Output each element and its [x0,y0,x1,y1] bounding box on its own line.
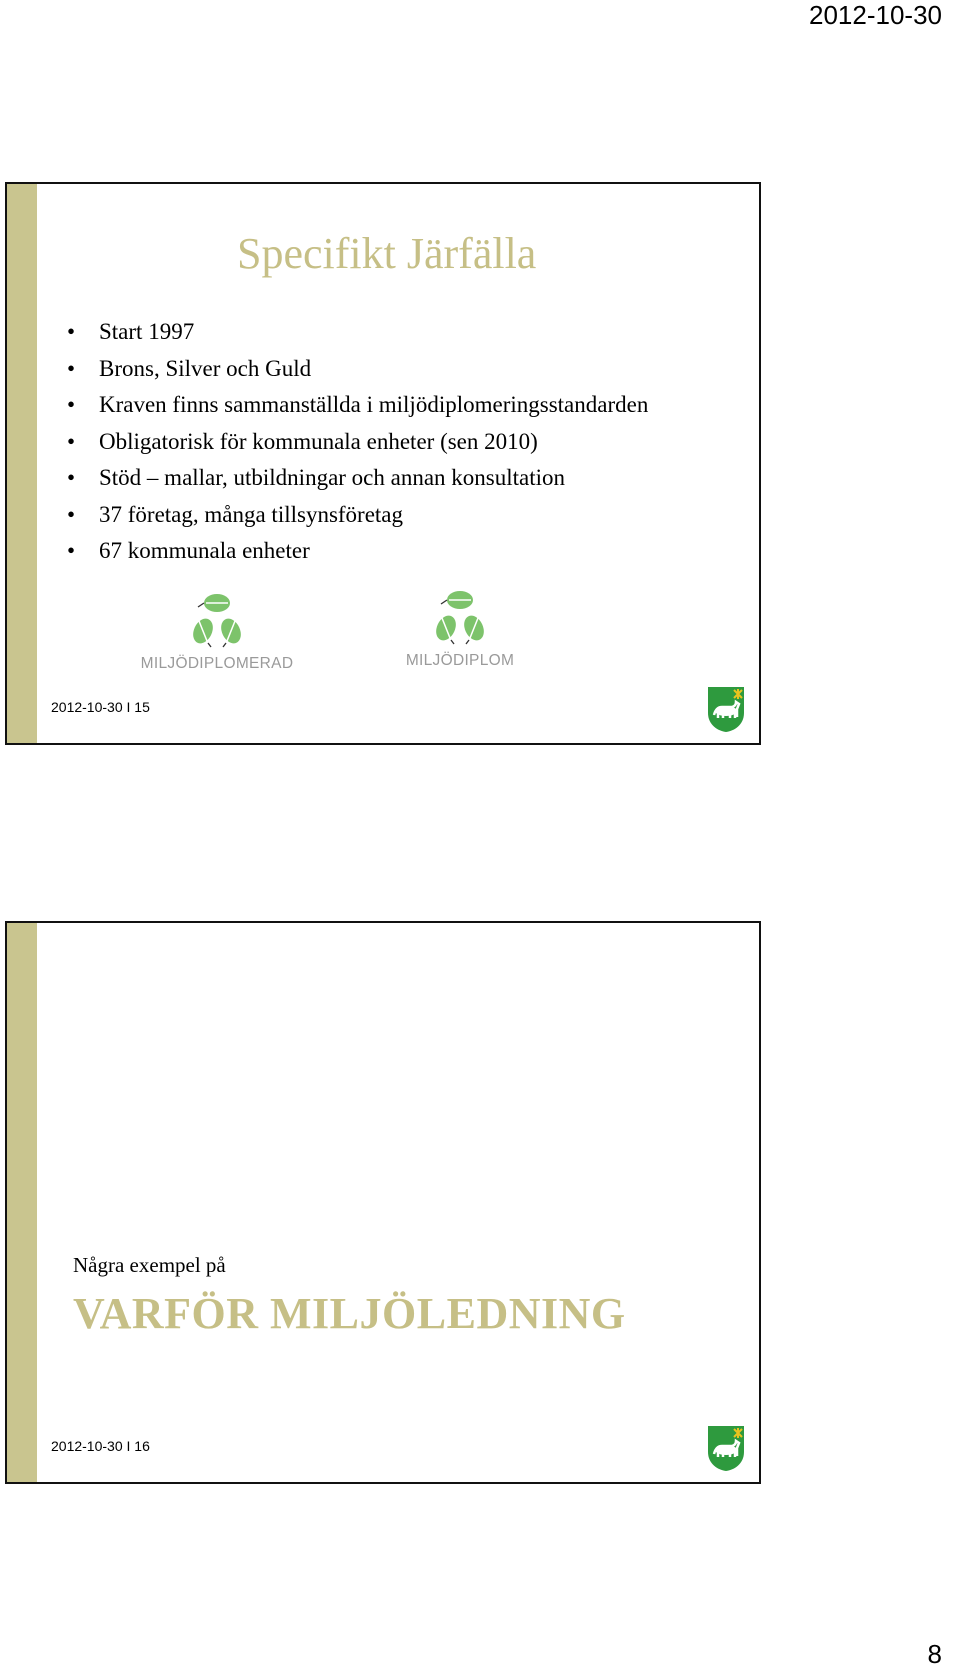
slide-16 [5,921,761,1484]
slide-accent-bar [7,184,37,743]
slide-accent-bar [7,923,37,1482]
slide-15 [5,182,761,745]
bullet-item: • 37 företag, många tillsynsföretag [67,497,648,534]
slide-title: VARFÖR MILJÖLEDNING [73,1289,626,1338]
bullet-item: • Obligatorisk för kommunala enheter (sen 2010) [67,424,648,461]
logo-text: MILJÖDIPLOM [405,652,515,669]
slide-footer: 2012-10-30 I 15 [51,699,150,715]
bullet-list [67,314,648,570]
slide-footer: 2012-10-30 I 16 [51,1438,150,1454]
bullet-item: • 67 kommunala enheter [67,533,648,570]
miljodiplom-logo [400,586,520,670]
three-leaves-icon [429,586,491,648]
page-number: 8 [927,1639,942,1669]
bullet-item: • Kraven finns sammanställda i miljödiplomeringsstandarden [67,387,648,424]
three-leaves-icon [186,589,248,651]
miljodiplomerad-logo [137,589,297,673]
bullet-item: • Start 1997 [67,314,648,351]
page-header-date: 2012-10-30 [809,0,942,30]
slide-title: Specifikt Järfälla [237,229,537,278]
jarfalla-crest-icon [706,685,746,733]
bullet-item: • Stöd – mallar, utbildningar och annan konsultation [67,460,648,497]
slide-subtitle: Några exempel på [73,1253,226,1277]
jarfalla-crest-icon [706,1424,746,1472]
logo-text: MILJÖDIPLOMERAD [140,655,294,672]
bullet-item: • Brons, Silver och Guld [67,351,648,388]
